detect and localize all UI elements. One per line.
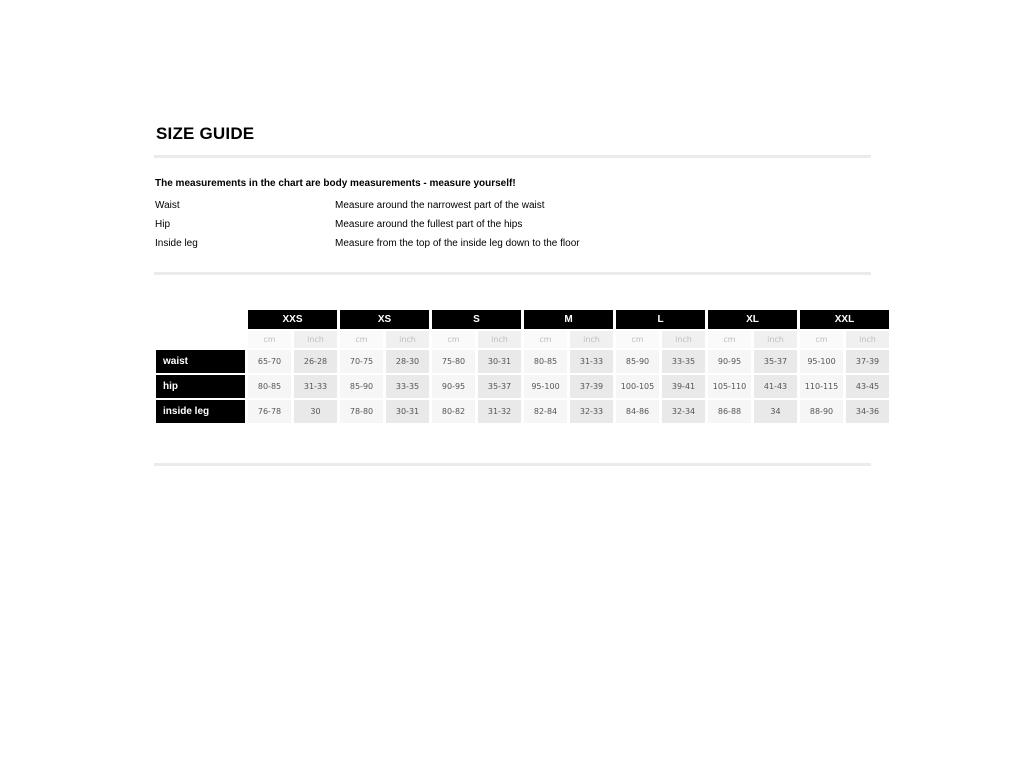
measurement-term: Hip — [155, 219, 171, 230]
size-value-inch: 30-31 — [386, 400, 429, 423]
size-value-inch: 34 — [754, 400, 797, 423]
size-value-cm: 78-80 — [340, 400, 383, 423]
size-value-inch: 32-34 — [662, 400, 705, 423]
size-value-inch: 41-43 — [754, 375, 797, 398]
size-value-cm: 90-95 — [432, 375, 475, 398]
unit-label-cm: cm — [524, 331, 567, 348]
size-header: XL — [708, 310, 797, 329]
unit-label-cm: cm — [616, 331, 659, 348]
table-row — [156, 350, 889, 373]
size-value-cm: 75-80 — [432, 350, 475, 373]
unit-label-inch: inch — [570, 331, 613, 348]
unit-row — [156, 331, 889, 348]
measurement-description: Measure around the fullest part of the hips — [335, 219, 523, 230]
unit-label-inch: inch — [754, 331, 797, 348]
size-value-inch: 31-32 — [478, 400, 521, 423]
size-value-inch: 31-33 — [294, 375, 337, 398]
table-row — [156, 400, 889, 423]
size-value-inch: 43-45 — [846, 375, 889, 398]
measurement-description: Measure from the top of the inside leg down to the floor — [335, 238, 580, 249]
size-header-row — [156, 310, 889, 329]
measurement-term: Inside leg — [155, 238, 198, 249]
size-value-cm: 86-88 — [708, 400, 751, 423]
size-value-inch: 30-31 — [478, 350, 521, 373]
size-value-inch: 32-33 — [570, 400, 613, 423]
size-value-inch: 28-30 — [386, 350, 429, 373]
size-header: S — [432, 310, 521, 329]
unit-label-inch: inch — [478, 331, 521, 348]
page-title: SIZE GUIDE — [156, 124, 255, 143]
size-value-inch: 39-41 — [662, 375, 705, 398]
size-value-inch: 33-35 — [386, 375, 429, 398]
table-corner — [156, 310, 245, 329]
size-value-cm: 90-95 — [708, 350, 751, 373]
measurement-term: Waist — [155, 200, 180, 211]
size-value-inch: 26-28 — [294, 350, 337, 373]
unit-label-cm: cm — [708, 331, 751, 348]
divider-middle — [154, 272, 871, 275]
unit-label-cm: cm — [432, 331, 475, 348]
divider-bottom — [154, 463, 871, 466]
size-value-inch: 37-39 — [846, 350, 889, 373]
size-value-cm: 76-78 — [248, 400, 291, 423]
size-value-cm: 95-100 — [524, 375, 567, 398]
size-value-inch: 34-36 — [846, 400, 889, 423]
table-row — [156, 375, 889, 398]
size-value-inch: 37-39 — [570, 375, 613, 398]
size-value-cm: 85-90 — [616, 350, 659, 373]
unit-label-inch: inch — [662, 331, 705, 348]
size-value-cm: 100-105 — [616, 375, 659, 398]
size-value-inch: 35-37 — [754, 350, 797, 373]
size-value-cm: 82-84 — [524, 400, 567, 423]
size-value-inch: 31-33 — [570, 350, 613, 373]
row-label: waist — [156, 350, 245, 373]
size-value-cm: 80-85 — [248, 375, 291, 398]
size-value-cm: 84-86 — [616, 400, 659, 423]
unit-label-inch: inch — [846, 331, 889, 348]
size-value-cm: 105-110 — [708, 375, 751, 398]
size-value-cm: 88-90 — [800, 400, 843, 423]
size-value-cm: 65-70 — [248, 350, 291, 373]
size-header: XXS — [248, 310, 337, 329]
unit-label-cm: cm — [248, 331, 291, 348]
unit-label-inch: inch — [294, 331, 337, 348]
size-value-cm: 80-85 — [524, 350, 567, 373]
size-value-cm: 85-90 — [340, 375, 383, 398]
unit-label-inch: inch — [386, 331, 429, 348]
intro-text: The measurements in the chart are body measurements - measure yourself! — [155, 178, 516, 189]
row-label: hip — [156, 375, 245, 398]
size-header: L — [616, 310, 705, 329]
size-header: XS — [340, 310, 429, 329]
size-table — [153, 308, 892, 425]
size-value-cm: 110-115 — [800, 375, 843, 398]
size-value-cm: 70-75 — [340, 350, 383, 373]
size-header: M — [524, 310, 613, 329]
unit-label-cm: cm — [800, 331, 843, 348]
measurement-description: Measure around the narrowest part of the waist — [335, 200, 545, 211]
size-value-inch: 30 — [294, 400, 337, 423]
row-label: inside leg — [156, 400, 245, 423]
divider-top — [154, 155, 871, 158]
size-value-cm: 95-100 — [800, 350, 843, 373]
size-value-cm: 80-82 — [432, 400, 475, 423]
size-header: XXL — [800, 310, 889, 329]
size-value-inch: 35-37 — [478, 375, 521, 398]
size-value-inch: 33-35 — [662, 350, 705, 373]
unit-row-spacer — [156, 331, 245, 348]
unit-label-cm: cm — [340, 331, 383, 348]
